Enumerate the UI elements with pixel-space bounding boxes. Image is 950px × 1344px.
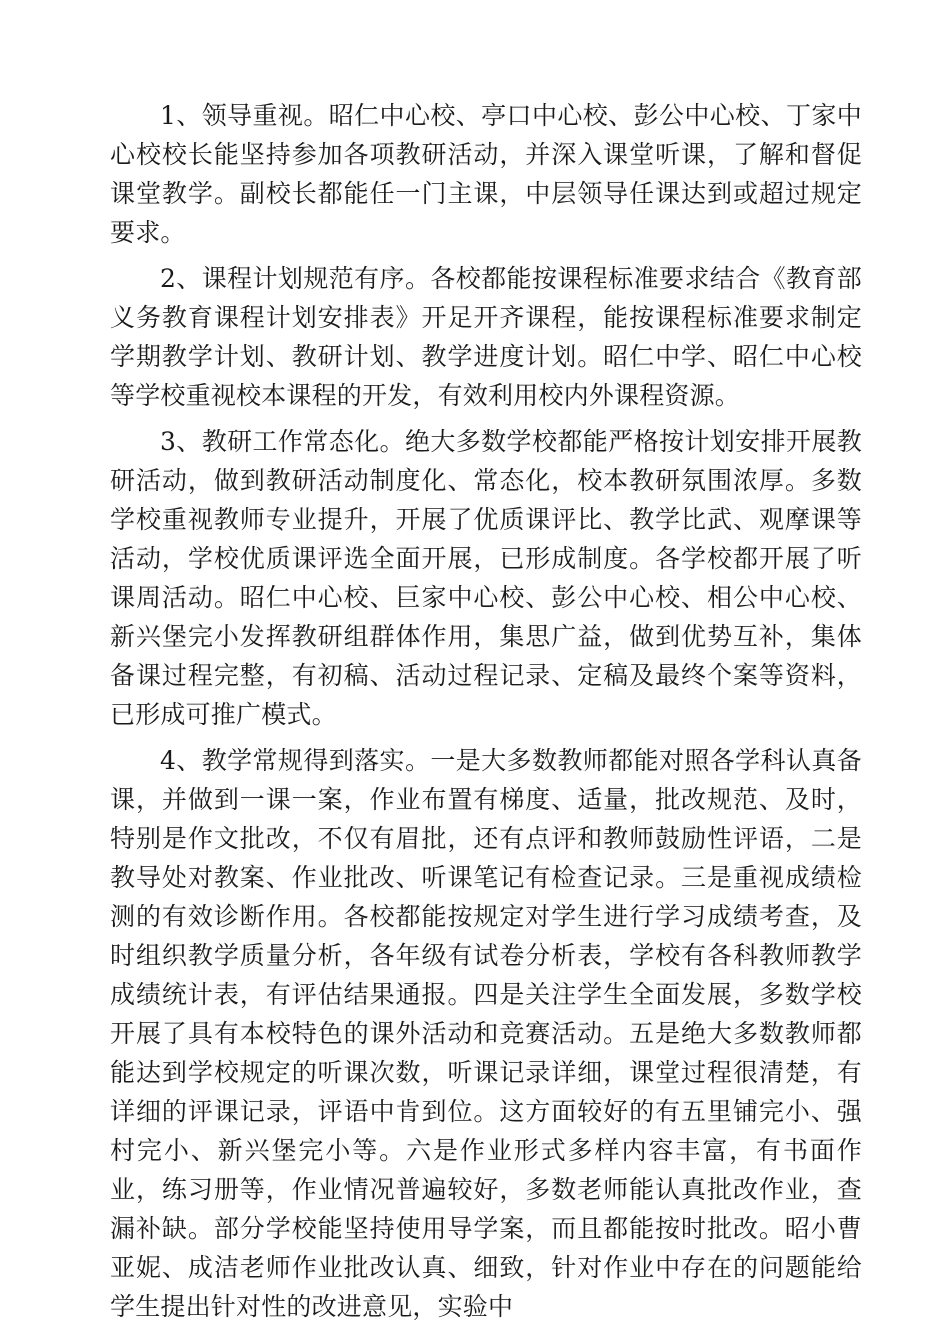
paragraph-teaching-routine: 4、教学常规得到落实。一是大多数教师都能对照各学科认真备课，并做到一课一案，作业布置有梯度、适量，批改规范、及时，特别是作文批改，不仅有眉批，还有点评和教师鼓励性评语，二是教导处对教案、作业批改、听课笔记有检查记录。三是重视成绩检测的有效诊断作用。各校都能按规定对学生进行学习成绩考查，及时组织教学质量分析，各年级有试卷分析表，学校有各科教师教学成绩统计表，有评估结果通报。四是关注学生全面发展，多数学校开展了具有本校特色的课外活动和竞赛活动。五是绝大多数教师都能达到学校规定的听课次数，听课记录详细，课堂过程很清楚，有详细的评课记录，评语中肯到位。这方面较好的有五里铺完小、强村完小、新兴堡完小等。六是作业形式多样内容丰富，有书面作业，练习册等，作业情况普遍较好，多数老师能认真批改作业，查漏补缺。部分学校能坚持使用导学案，而且都能按时批改。昭小曹亚妮、成洁老师作业批改认真、细致，针对作业中存在的问题能给学生提出针对性的改进意见，实验中 xyxy=(110,746,862,1321)
paragraph-leadership: 1、领导重视。昭仁中心校、亭口中心校、彭公中心校、丁家中心校校长能坚持参加各项教研活动，并深入课堂听课，了解和督促课堂教学。副校长都能任一门主课，中层领导任课达到或超过规定要求。 xyxy=(110,101,862,247)
paragraph-curriculum-plan: 2、课程计划规范有序。各校都能按课程标准要求结合《教育部义务教育课程计划安排表》开足开齐课程，能按课程标准要求制定学期教学计划、教研计划、教学进度计划。昭仁中学、昭仁中心校等学校重视校本课程的开发，有效利用校内外课程资源。 xyxy=(110,264,862,410)
document-body xyxy=(110,96,862,1333)
paragraph-teaching-research: 3、教研工作常态化。绝大多数学校都能严格按计划安排开展教研活动，做到教研活动制度化、常态化，校本教研氛围浓厚。多数学校重视教师专业提升，开展了优质课评比、教学比武、观摩课等活动，学校优质课评选全面开展，已形成制度。各学校都开展了听课周活动。昭仁中心校、巨家中心校、彭公中心校、相公中心校、新兴堡完小发挥教研组群体作用，集思广益，做到优势互补，集体备课过程完整，有初稿、活动过程记录、定稿及最终个案等资料，已形成可推广模式。 xyxy=(110,427,862,729)
